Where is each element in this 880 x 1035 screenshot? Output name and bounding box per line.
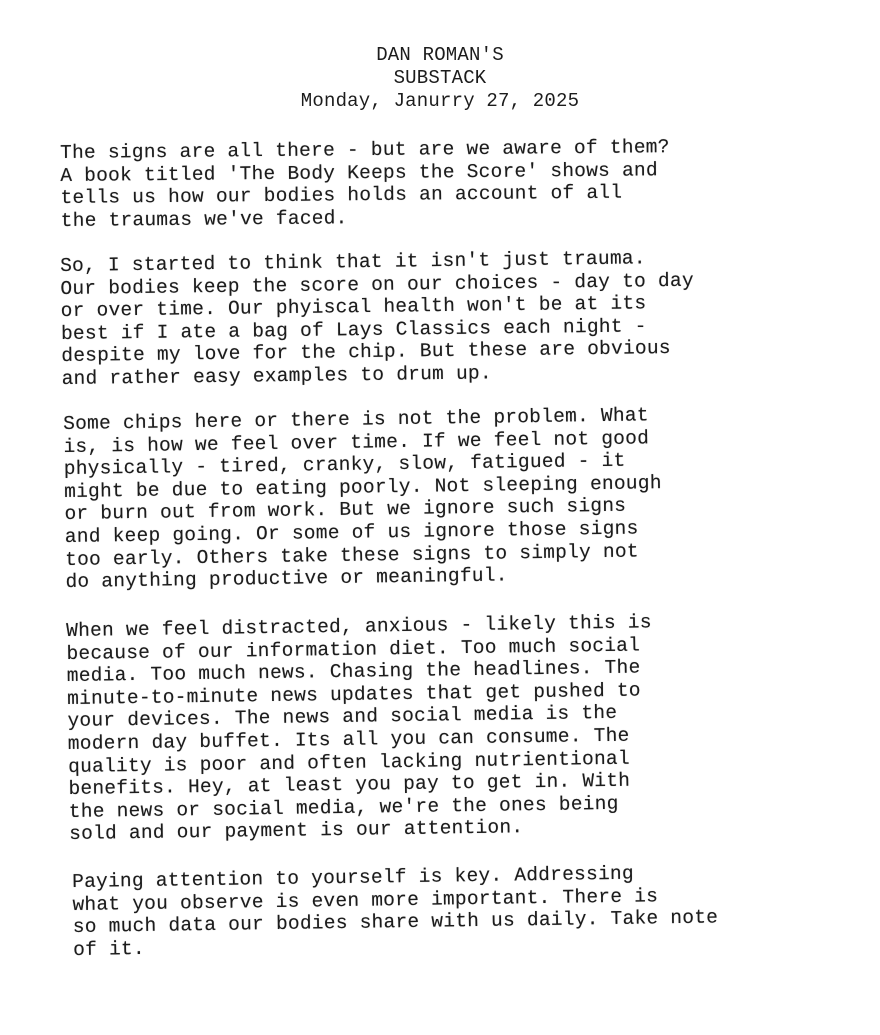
text-line: tells us how our bodies holds an account of all: [60, 181, 623, 210]
publication-line: SUBSTACK: [393, 67, 487, 89]
text-line: despite my love for the chip. But these are obvious: [61, 337, 671, 368]
author-line: DAN ROMAN'S: [376, 44, 504, 66]
text-line: because of our information diet. Too much social: [66, 634, 641, 665]
text-line: and keep going. Or some of us ignore those signs: [64, 517, 639, 548]
text-line: sold and our payment is our attention.: [69, 816, 524, 846]
text-line: media. Too much news. Chasing the headlines. The: [66, 656, 641, 688]
text-line: Some chips here or there is not the problem. What: [63, 404, 649, 435]
text-line: of it.: [73, 937, 146, 961]
text-line: A book titled 'The Body Keeps the Score' shows and: [60, 158, 659, 187]
text-line: minute-to-minute news updates that get pushed to: [67, 679, 641, 710]
text-line: the traumas we've faced.: [60, 207, 348, 232]
text-line: quality is poor and often lacking nutrientional: [68, 747, 631, 778]
text-line: so much data our bodies share with us daily. Take note: [72, 906, 719, 939]
text-line: your devices. The news and social media is the: [67, 702, 618, 733]
text-line: physically - tired, cranky, slow, fatigued - it: [63, 449, 626, 481]
paragraph-1: [60, 136, 670, 232]
text-line: do anything productive or meaningful.: [65, 564, 508, 594]
text-line: the news or social media, we're the ones being: [68, 792, 619, 823]
text-line: might be due to eating poorly. Not sleeping enough: [64, 471, 662, 503]
paragraph-4: [66, 611, 655, 846]
text-line: is, is how we feel over time. If we feel not good: [63, 426, 650, 458]
text-line: or burn out from work. But we ignore such signs: [64, 495, 627, 526]
page-header: [300, 44, 580, 113]
text-line: modern day buffet. Its all you can consume. The: [67, 724, 630, 755]
text-line: Paying attention to yourself is key. Addressing: [72, 862, 635, 893]
paragraph-5: [72, 861, 719, 961]
text-line: too early. Others take these signs to simply not: [65, 540, 639, 571]
text-line: Our bodies keep the score on our choices - day to day: [60, 269, 694, 300]
text-line: best if I ate a bag of Lays Classics each night -: [60, 315, 647, 345]
text-line: When we feel distracted, anxious - likely this is: [66, 611, 652, 642]
text-line: what you observe is even more important. There is: [72, 884, 659, 916]
text-line: or over time. Our phyiscal health won't be at its: [60, 292, 647, 323]
text-line: So, I started to think that it isn't just trauma.: [60, 247, 646, 277]
text-line: benefits. Hey, at least you pay to get in. With: [68, 769, 631, 801]
paragraph-2: [60, 247, 695, 391]
paragraph-3: [63, 404, 663, 594]
date-line: Monday, Janurry 27, 2025: [300, 90, 580, 112]
text-line: and rather easy examples to drum up.: [61, 362, 493, 390]
text-line: The signs are all there - but are we aware of them?: [60, 136, 670, 164]
